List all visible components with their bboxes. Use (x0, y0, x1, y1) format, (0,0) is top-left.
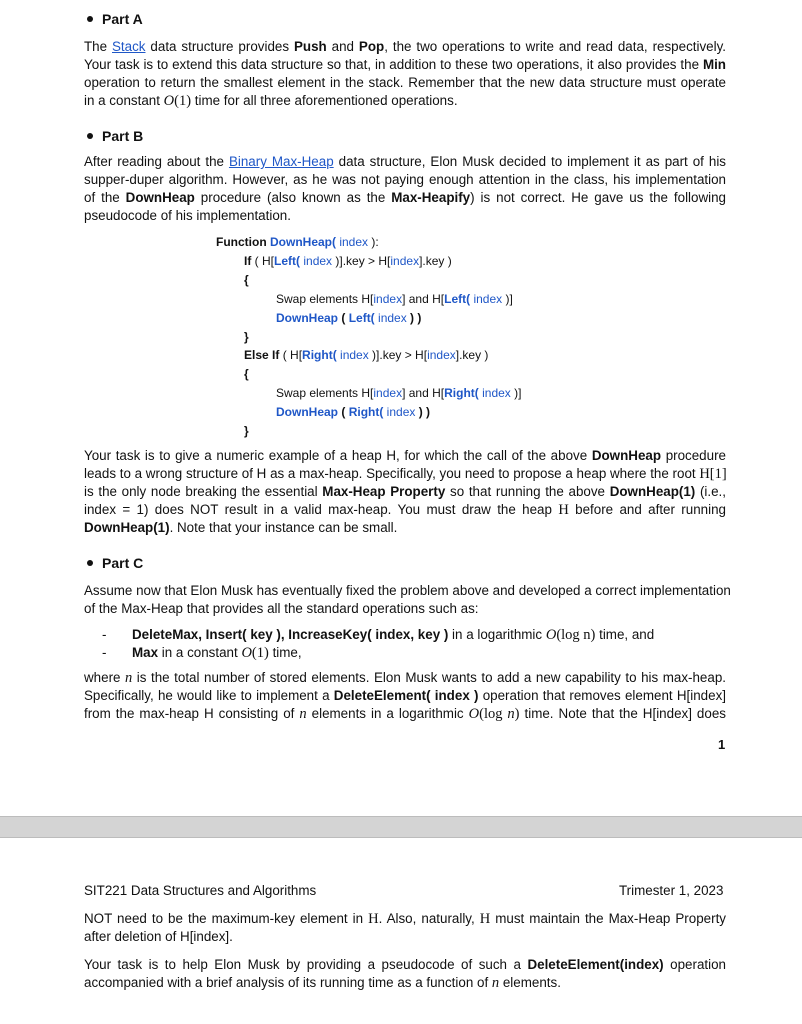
wiki-link[interactable]: Binary Max-Heap (228, 154, 334, 169)
list-item: - Max in a constant O(1) time, (102, 645, 302, 661)
code-open-brace: { (244, 367, 249, 381)
text-line: from the max-heap H consisting of n elements in a logarithmic O(log n) time. Note that the H[index] does (84, 706, 726, 722)
part-a-paragraph (84, 38, 726, 110)
wiki-link[interactable]: Stack (112, 39, 146, 54)
code-swap-left: Swap elements H[index] and H[Left( index )] (276, 292, 513, 306)
text-line: pseudocode of his implementation. (84, 208, 291, 223)
text-line: The Stack data structure provides Push and Pop, the two operations to write and read data, respectively. (84, 39, 726, 54)
text-line: in a constant O(1) time for all three aforementioned operations. (84, 93, 458, 109)
page-number: 1 (718, 737, 726, 752)
text-line: index = 1) does NOT result in a valid max-heap. You must draw the heap H before and after running (84, 502, 726, 518)
text-line: NOT need to be the maximum-key element in H. Also, naturally, H must maintain the Max-Heap Property (84, 911, 726, 927)
text-line: accompanied with a brief analysis of its running time as a function of n elements. (84, 975, 561, 991)
part-b-paragraph (84, 153, 726, 225)
text-line: is the only node breaking the essential Max-Heap Property so that running the above DownHeap(1) (i.e., (84, 484, 726, 499)
text-line: Assume now that Elon Musk has eventually fixed the problem above and developed a correct implementation (84, 583, 731, 598)
page-2-paragraph-1 (84, 910, 726, 946)
list-item: - DeleteMax, Insert( key ), IncreaseKey( index, key ) in a logarithmic O(log n) time, and (102, 627, 655, 643)
bullet-icon (87, 16, 93, 22)
text-line: after deletion of H[index]. (84, 929, 233, 944)
part-a-heading: Part A (87, 11, 143, 27)
code-swap-right: Swap elements H[index] and H[Right( index )] (276, 386, 522, 400)
code-call-left: DownHeap ( Left( index ) ) (276, 311, 422, 325)
part-b-task-paragraph (84, 447, 726, 537)
text-line: After reading about the Binary Max-Heap data structure, Elon Musk decided to implement it as part of his (84, 154, 726, 169)
page-header-term: Trimester 1, 2023 (619, 883, 724, 898)
code-close-brace: } (244, 424, 249, 438)
code-else-if-line: Else If ( H[Right( index )].key > H[index].key ) (244, 348, 489, 362)
part-c-after-paragraph (84, 669, 726, 723)
text-line: leads to a wrong structure of H as a max-heap. Specifically, you need to propose a heap where the root H[1] (84, 466, 727, 482)
text-line: DownHeap(1). Note that your instance can be small. (84, 520, 398, 535)
document-page-2 (0, 838, 802, 1024)
text-line: Your task is to help Elon Musk by providing a pseudocode of such a DeleteElement(index) operation (84, 957, 727, 972)
text-line: of the Max-Heap that provides all the standard operations such as: (84, 601, 479, 616)
bullet-icon (87, 133, 93, 139)
code-call-right: DownHeap ( Right( index ) ) (276, 405, 431, 419)
bullet-icon (87, 560, 93, 566)
page-header-course: SIT221 Data Structures and Algorithms (84, 883, 317, 898)
code-close-brace: } (244, 330, 249, 344)
page-separator (0, 816, 802, 838)
code-open-brace: { (244, 273, 249, 287)
text-line: operation to return the smallest element in the stack. Remember that the new data structure must operate (84, 75, 726, 90)
text-line: where n is the total number of stored elements. Elon Musk wants to add a new capability to his max-heap. (84, 670, 726, 686)
code-if-line: If ( H[Left( index )].key > H[index].key ) (244, 254, 452, 268)
part-b-heading: Part B (87, 128, 143, 144)
code-function-line: Function DownHeap( index ): (216, 235, 379, 249)
page-2-paragraph-2 (84, 956, 726, 992)
text-line: supper-duper algorithm. However, as he was not paying enough attention in the class, his implementation (84, 172, 726, 187)
part-c-paragraph (84, 582, 731, 618)
text-line: Your task is to give a numeric example of a heap H, for which the call of the above DownHeap procedure (84, 448, 726, 463)
part-c-heading: Part C (87, 555, 143, 571)
text-line: Specifically, he would like to implement a DeleteElement( index ) operation that removes element H[index] (84, 688, 726, 703)
text-line: Your task is to extend this data structure so that, in addition to these two operations, it also provides the Min (84, 57, 726, 72)
text-line: of the DownHeap procedure (also known as the Max-Heapify) is not correct. He gave us the following (84, 190, 727, 205)
